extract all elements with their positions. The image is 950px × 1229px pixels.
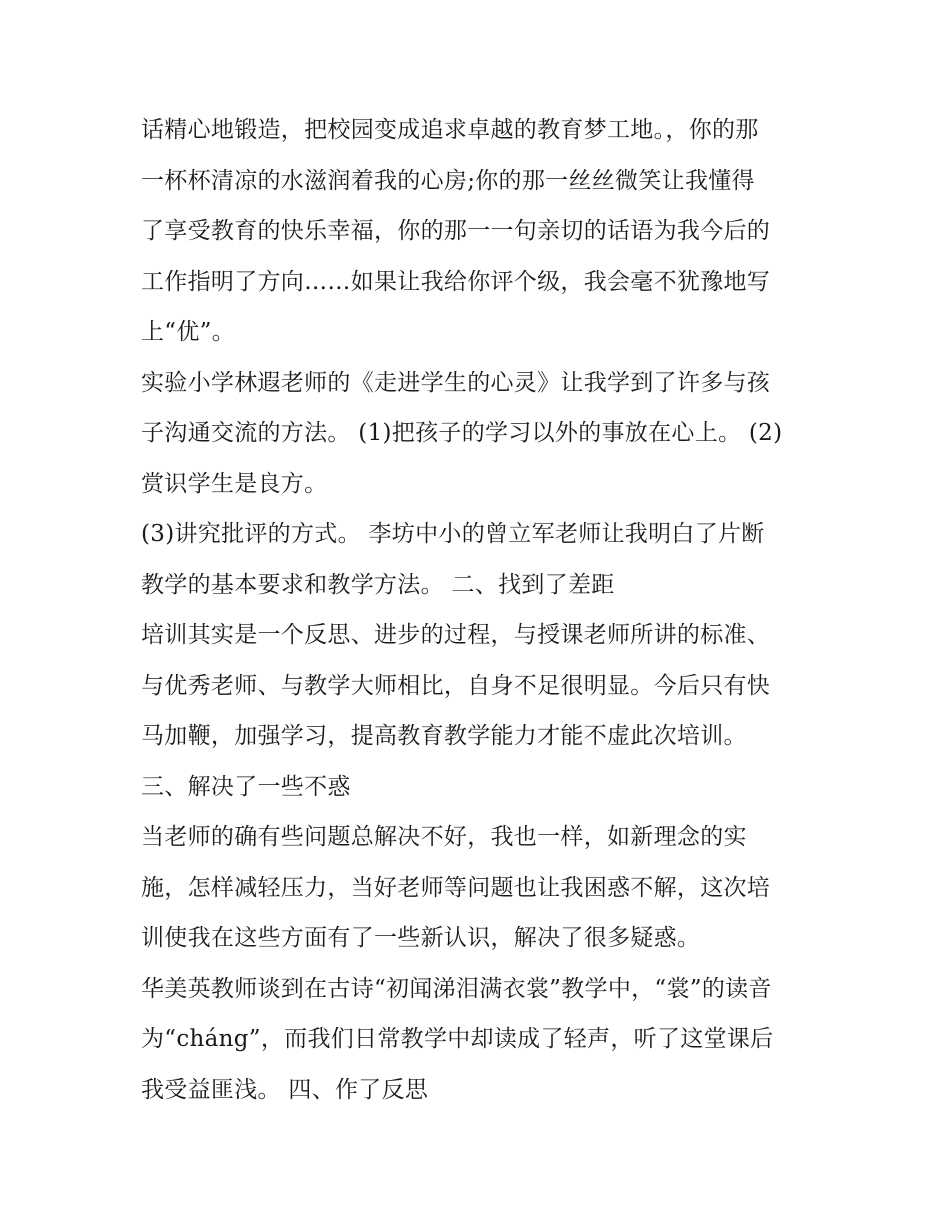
text-line: 培训其实是一个反思、进步的过程，与授课老师所讲的标准、 — [141, 622, 771, 648]
text-line: 实验小学林遐老师的《走进学生的心灵》让我学到了许多与孩 — [141, 369, 771, 396]
text-line: 华美英教师谈到在古诗“初闻涕泪满衣裳”教学中，“裳”的读音 — [141, 975, 772, 1002]
text-line: 当老师的确有些问题总解决不好，我也一样，如新理念的实 — [141, 824, 747, 850]
text-line: (3)讲究批评的方式。 李坊中小的曾立军老师让我明白了片断 — [141, 521, 765, 547]
text-line: 一杯杯清凉的水滋润着我的心房;你的那一丝丝微笑让我懂得 — [141, 167, 755, 194]
text-line: 上“优”。 — [141, 319, 236, 345]
text-line: 了享受教育的快乐幸福，你的那一一句亲切的话语为我今后的 — [141, 218, 771, 244]
text-line: 子沟通交流的方法。 (1)把孩子的学习以外的事放在心上。 (2) — [141, 420, 783, 446]
text-line: 训使我在这些方面有了一些新认识，解决了很多疑惑。 — [141, 925, 701, 951]
text-line: 与优秀老师、与教学大师相比，自身不足很明显。今后只有快 — [141, 672, 771, 699]
text-line: 施，怎样减轻压力，当好老师等问题也让我困惑不解，这次培 — [141, 874, 771, 901]
text-line: 工作指明了方向……如果让我给你评个级，我会毫不犹豫地写 — [141, 268, 771, 295]
text-line: 为“cháng”，而我们日常教学中却读成了轻声，听了这堂课后 — [141, 1026, 774, 1052]
text-line: 赏识学生是良方。 — [141, 470, 328, 497]
text-line: 我受益匪浅。 四、作了反思 — [141, 1076, 429, 1103]
text-line: 教学的基本要求和教学方法。 二、找到了差距 — [141, 571, 615, 598]
document-body — [141, 105, 821, 1115]
text-line: 话精心地锻造，把校园变成追求卓越的教育梦工地。，你的那 — [141, 117, 759, 143]
section-heading: 三、解决了一些不惑 — [141, 773, 351, 800]
text-line: 马加鞭，加强学习，提高教育教学能力才能不虚此次培训。 — [141, 723, 747, 749]
